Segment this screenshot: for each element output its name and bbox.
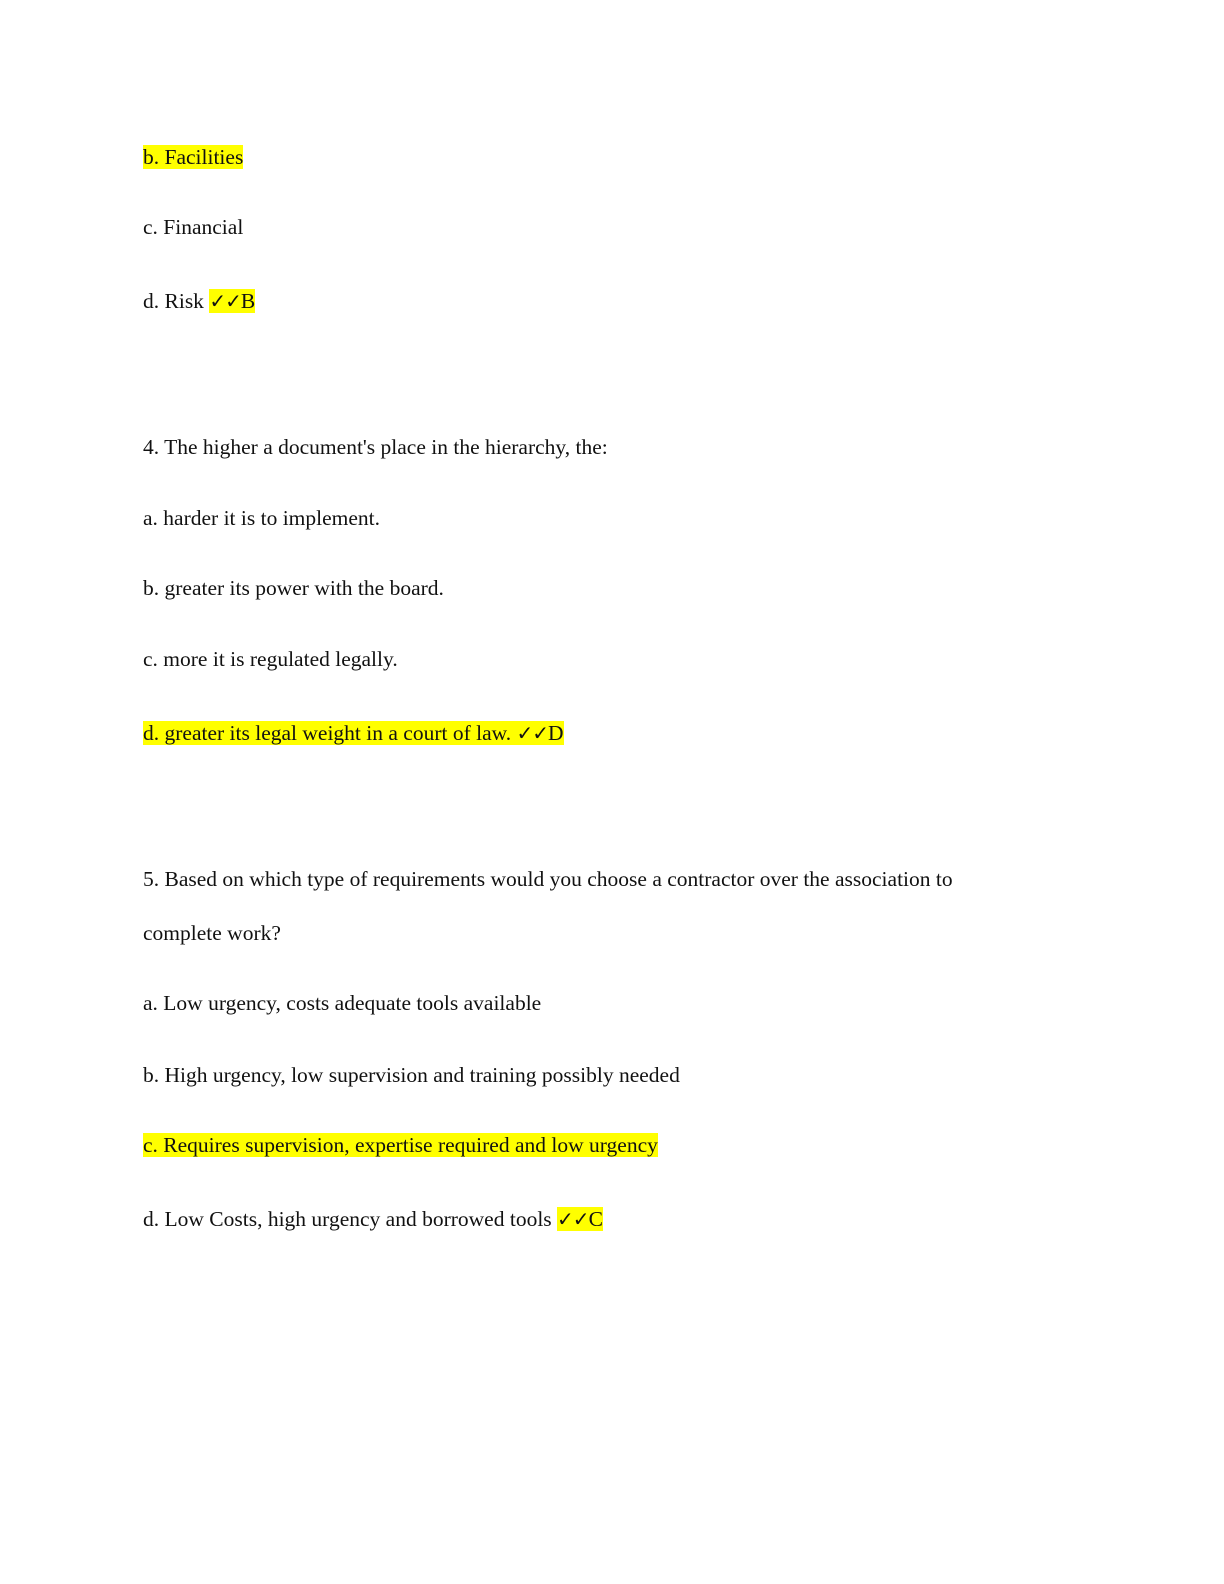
- q5-question-text-2: complete work?: [143, 921, 281, 945]
- q4-option-c: [143, 646, 398, 672]
- q4-option-d-highlight: [143, 721, 564, 745]
- q3-option-d-text: d. Risk: [143, 289, 204, 313]
- q3-option-b-text: b. Facilities: [143, 145, 244, 169]
- q5-option-b-text: b. High urgency, low supervision and training possibly needed: [143, 1063, 680, 1087]
- q5-question-line1: [143, 866, 953, 892]
- q5-question-line2: [143, 920, 281, 946]
- q3-answer-marker: [209, 289, 255, 313]
- q3-option-d: [143, 288, 255, 314]
- q3-option-c: [143, 214, 243, 240]
- q4-option-a-text: a. harder it is to implement.: [143, 506, 381, 530]
- q5-question-text-1: 5. Based on which type of requirements would you choose a contractor over the association to: [143, 867, 953, 891]
- q3-option-b: [143, 144, 243, 170]
- q3-answer-letter: B: [240, 289, 256, 313]
- q4-option-b-text: b. greater its power with the board.: [143, 576, 444, 600]
- double-check-icon: ✓✓: [516, 721, 549, 745]
- double-check-icon: ✓✓: [209, 289, 241, 313]
- q5-option-c-text: c. Requires supervision, expertise required and low urgency: [143, 1133, 658, 1157]
- q5-option-b: [143, 1062, 680, 1088]
- q5-option-a-text: a. Low urgency, costs adequate tools available: [143, 991, 542, 1015]
- q3-option-c-text: c. Financial: [143, 215, 244, 239]
- double-check-icon: ✓✓: [557, 1207, 589, 1231]
- q4-answer-letter: D: [548, 721, 564, 745]
- q5-answer-letter: C: [588, 1207, 603, 1231]
- q5-answer-marker: [557, 1207, 603, 1231]
- q4-question: [143, 434, 608, 460]
- q5-option-c: [143, 1132, 658, 1158]
- q4-option-c-text: c. more it is regulated legally.: [143, 647, 398, 671]
- q4-option-b: [143, 575, 444, 601]
- q5-option-a: [143, 990, 541, 1016]
- q5-option-d-text: d. Low Costs, high urgency and borrowed tools: [143, 1207, 552, 1231]
- q4-option-d: [143, 720, 564, 746]
- q5-option-d: [143, 1206, 603, 1232]
- q4-option-d-text: d. greater its legal weight in a court of law.: [143, 721, 512, 745]
- q4-option-a: [143, 505, 380, 531]
- q4-question-text: 4. The higher a document's place in the hierarchy, the:: [143, 435, 608, 459]
